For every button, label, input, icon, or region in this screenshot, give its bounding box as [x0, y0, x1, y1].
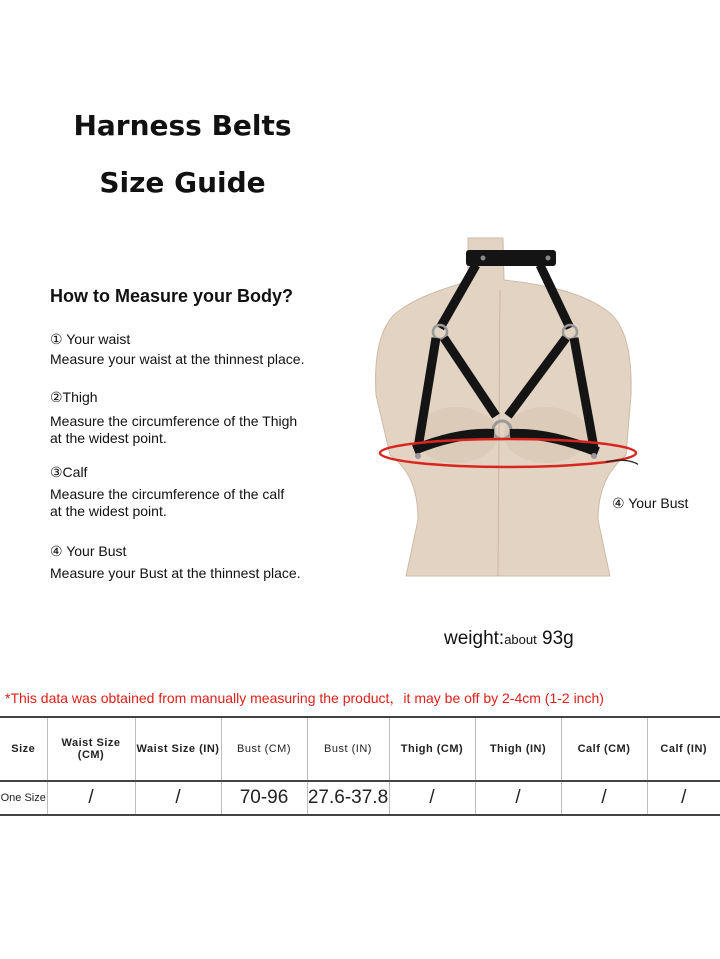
harness-mannequin-photo [348, 220, 638, 580]
header-calf-in: Calf (IN) [647, 717, 720, 781]
cell-waist-in: / [135, 781, 221, 815]
cell-calf-in: / [647, 781, 720, 815]
step-thigh-heading: ②Thigh [50, 389, 98, 405]
header-thigh-in: Thigh (IN) [475, 717, 561, 781]
header-bust-in: Bust (IN) [307, 717, 389, 781]
size-table [0, 716, 720, 816]
cell-size: One Size [0, 781, 47, 815]
bust-callout-label: ④ Your Bust [612, 495, 689, 511]
cell-calf-cm: / [561, 781, 647, 815]
cell-thigh-cm: / [389, 781, 475, 815]
size-table-header-row [0, 717, 720, 781]
step-thigh-desc-1: Measure the circumference of the Thigh [50, 413, 298, 429]
weight-info [444, 628, 574, 650]
header-size: Size [0, 717, 47, 781]
header-waist-in: Waist Size (IN) [135, 717, 221, 781]
header-waist-cm: Waist Size (CM) [47, 717, 135, 781]
table-row [0, 781, 720, 815]
cell-bust-in: 27.6-37.8 [307, 781, 389, 815]
measurement-disclaimer: *This data was obtained from manually measuring the product，it may be off by 2-4cm (1-2 inch) [5, 690, 604, 706]
step-waist-desc: Measure your waist at the thinnest place. [50, 351, 305, 367]
header-bust-cm: Bust (CM) [221, 717, 307, 781]
weight-value: 93g [542, 628, 574, 649]
cell-waist-cm: / [47, 781, 135, 815]
how-to-measure-heading: How to Measure your Body? [50, 286, 294, 306]
header-calf-cm: Calf (CM) [561, 717, 647, 781]
title-line-1: Harness Belts [73, 109, 292, 142]
title-line-2: Size Guide [99, 166, 266, 199]
step-waist-heading: ① Your waist [50, 331, 131, 347]
cell-bust-cm: 70-96 [221, 781, 307, 815]
header-thigh-cm: Thigh (CM) [389, 717, 475, 781]
step-calf-desc-2: at the widest point. [50, 503, 167, 519]
step-bust-heading: ④ Your Bust [50, 543, 127, 559]
weight-about: about [504, 632, 537, 647]
cell-thigh-in: / [475, 781, 561, 815]
step-calf-desc-1: Measure the circumference of the calf [50, 486, 285, 502]
step-calf-heading: ③Calf [50, 464, 88, 480]
step-thigh-desc-2: at the widest point. [50, 430, 167, 446]
step-bust-desc: Measure your Bust at the thinnest place. [50, 565, 301, 581]
weight-label: weight: [444, 628, 505, 649]
